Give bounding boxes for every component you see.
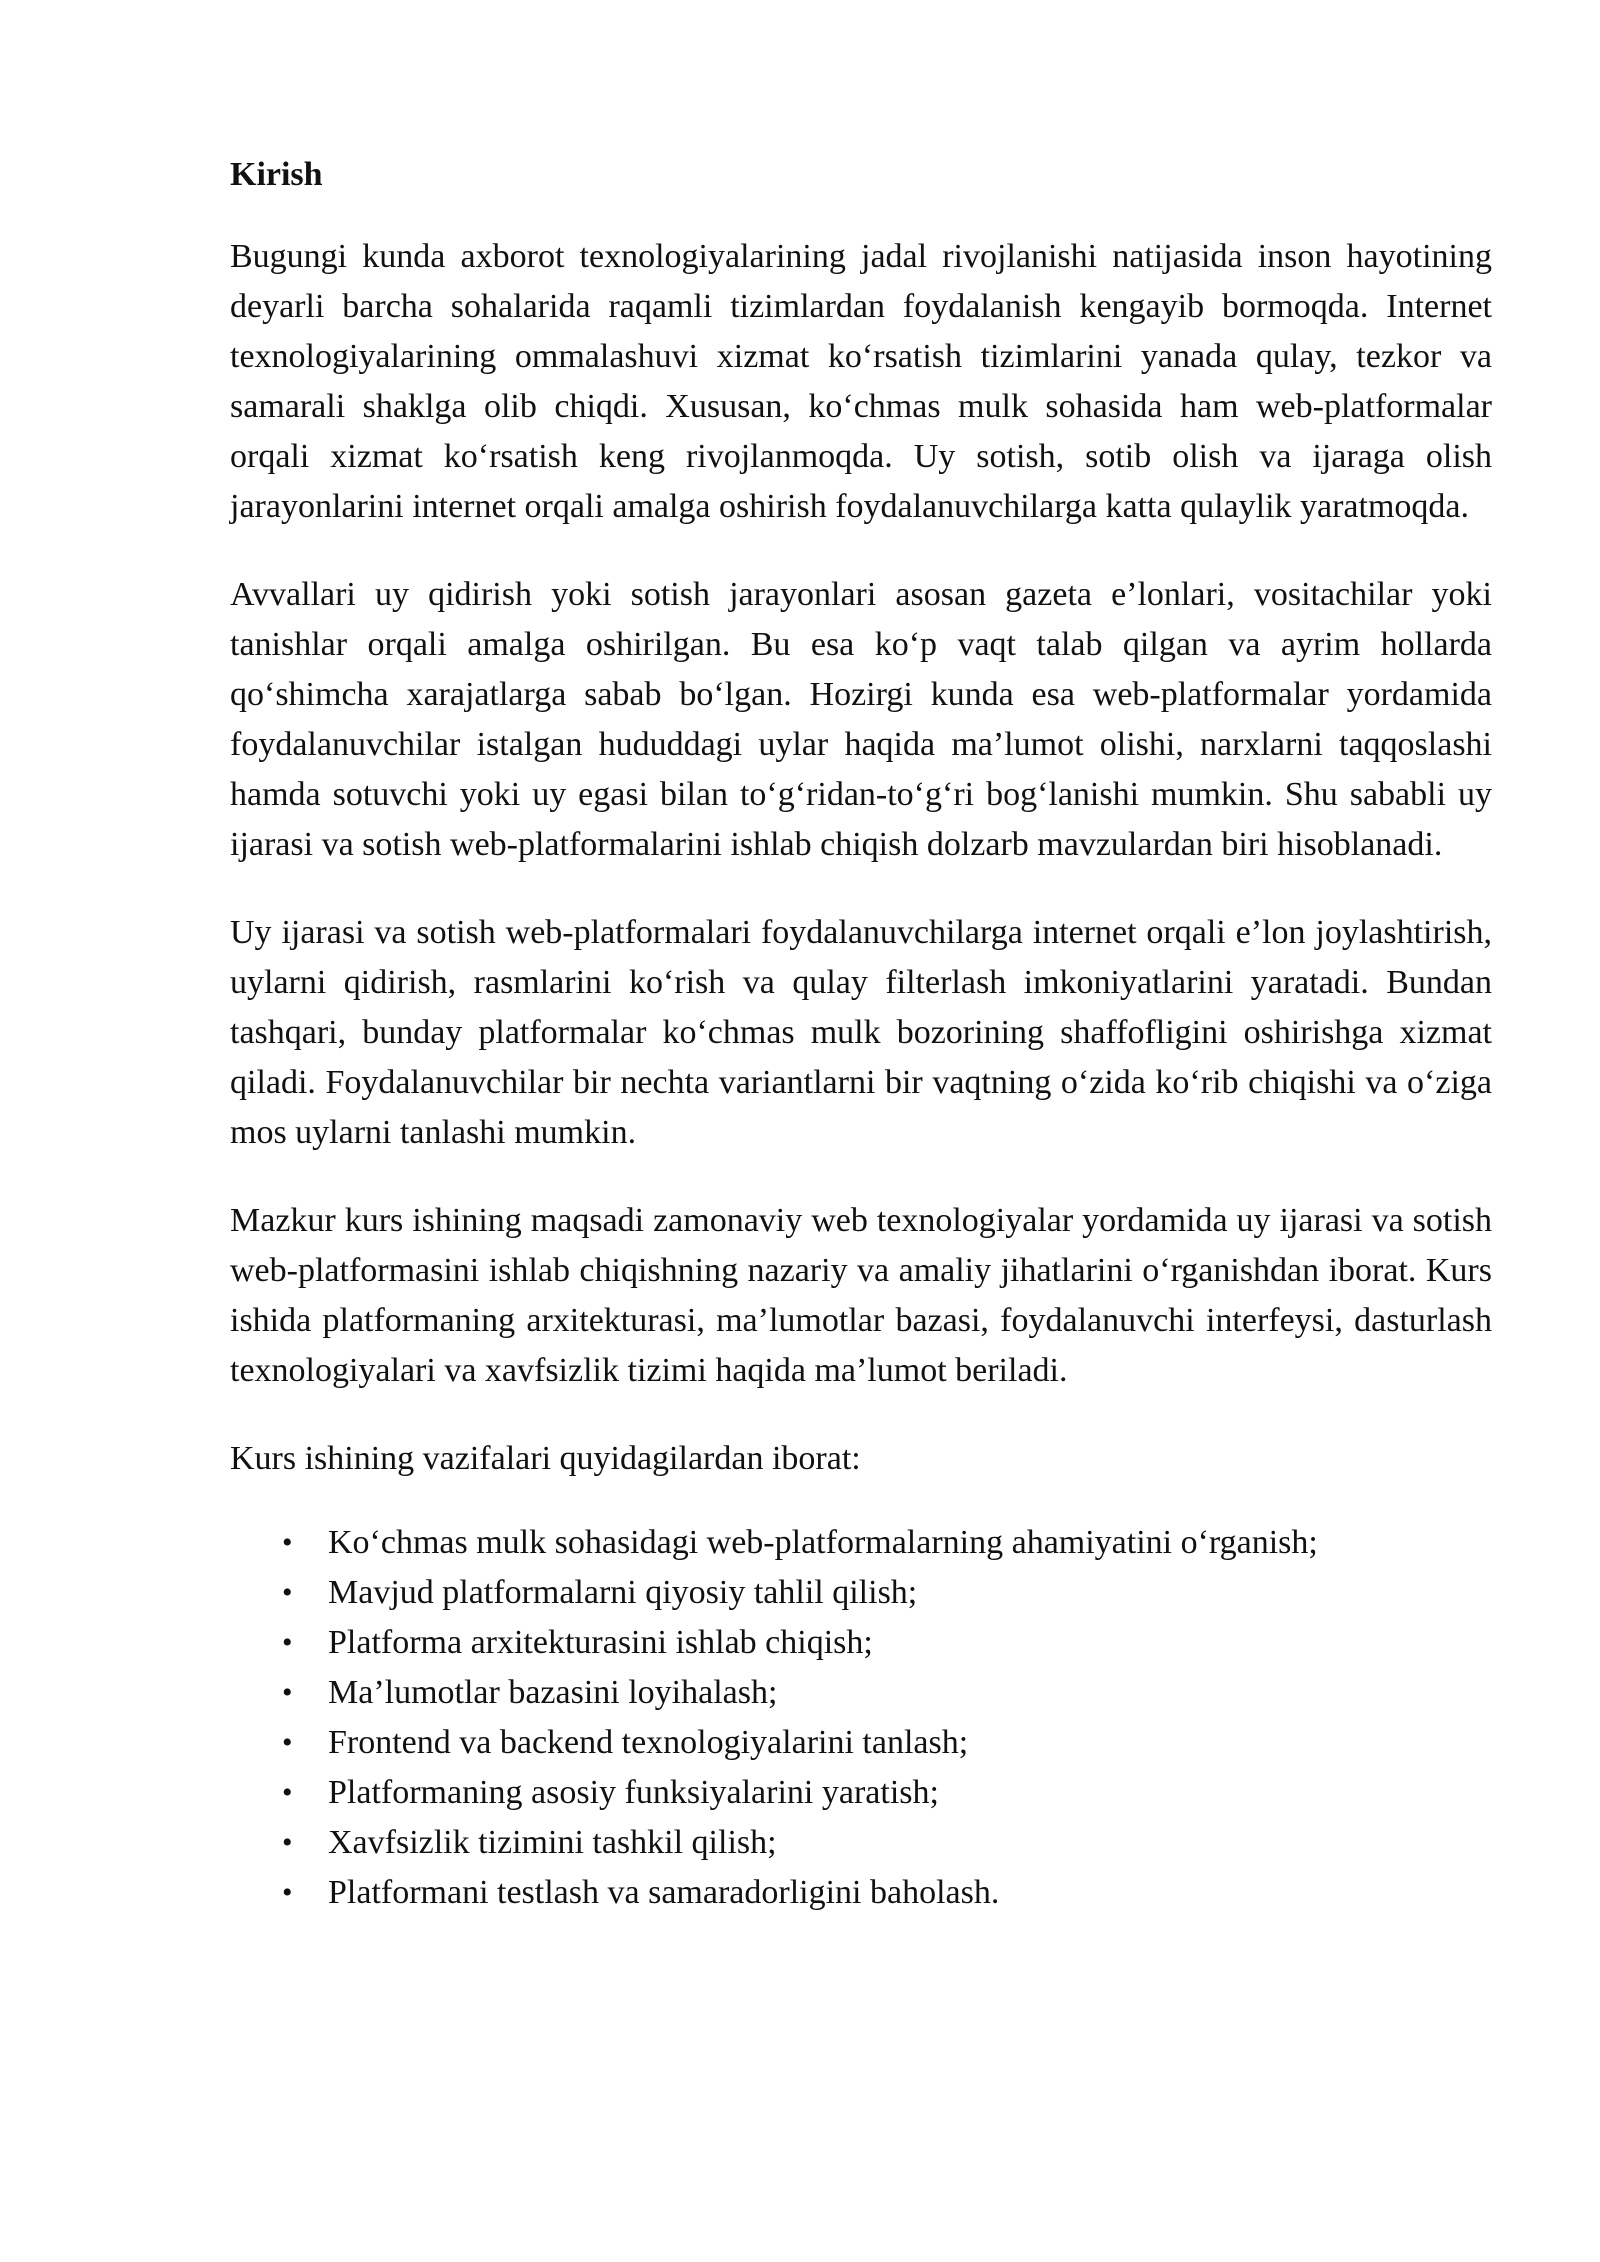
- list-item-text: Platformaning asosiy funksiyalarini yaratish;: [328, 1774, 939, 1811]
- paragraph-goal: Mazkur kurs ishining maqsadi zamonaviy web texnologiyalar yordamida uy ijarasi va sotish web-platformasini ishlab chiqishning nazariy va amaliy jihatlarini o‘rganishdan iborat. Kurs ishida platformaning arxitekturasi, ma’lumotlar bazasi, foydalanuvchi interfeysi, dasturlash texnologiyalari va xavfsizlik tizimi haqida ma’lumot beriladi.: [230, 1202, 1492, 1389]
- list-item: [230, 1668, 1492, 1718]
- list-item-text: Platformani testlash va samaradorligini baholash.: [328, 1874, 1000, 1911]
- list-item-text: Xavfsizlik tizimini tashkil qilish;: [328, 1824, 777, 1861]
- bullet-icon: •: [282, 1676, 293, 1709]
- bullet-icon: •: [282, 1876, 293, 1909]
- list-item-text: Platforma arxitekturasini ishlab chiqish;: [328, 1624, 873, 1661]
- paragraph-features: Uy ijarasi va sotish web-platformalari foydalanuvchilarga internet orqali e’lon joylashtirish, uylarni qidirish, rasmlarini ko‘rish va qulay filterlash imkoniyatlarini yaratadi. Bundan tashqari, bunday platformalar ko‘chmas mulk bozorining shaffofligini oshirishga xizmat qiladi. Foydalanuvchilar bir nechta variantlarni bir vaqtning o‘zida ko‘rib chiqishi va o‘ziga mos uylarni tanlashi mumkin.: [230, 914, 1492, 1151]
- paragraph-tasks-intro: Kurs ishining vazifalari quyidagilardan iborat:: [230, 1440, 861, 1477]
- list-item: [230, 1868, 1492, 1918]
- paragraph-history: Avvallari uy qidirish yoki sotish jarayonlari asosan gazeta e’lonlari, vositachilar yoki tanishlar orqali amalga oshirilgan. Bu esa ko‘p vaqt talab qilgan va ayrim hollarda qo‘shimcha xarajatlarga sabab bo‘lgan. Hozirgi kunda esa web-platformalar yordamida foydalanuvchilar istalgan hududdagi uylar haqida ma’lumot olishi, narxlarni taqqoslashi hamda sotuvchi yoki uy egasi bilan to‘g‘ridan-to‘g‘ri bog‘lanishi mumkin. Shu sababli uy ijarasi va sotish web-platformalarini ishlab chiqish dolzarb mavzulardan biri hisoblanadi.: [230, 576, 1492, 863]
- list-item: [230, 1718, 1492, 1768]
- paragraph-intro: Bugungi kunda axborot texnologiyalarining jadal rivojlanishi natijasida inson hayotining deyarli barcha sohalarida raqamli tizimlardan foydalanish kengayib bormoqda. Internet texnologiyalarining ommalashuvi xizmat ko‘rsatish tizimlarini yanada qulay, tezkor va samarali shaklga olib chiqdi. Xususan, ko‘chmas mulk sohasida ham web-platformalar orqali xizmat ko‘rsatish keng rivojlanmoqda. Uy sotish, sotib olish va ijaraga olish jarayonlarini internet orqali amalga oshirish foydalanuvchilarga katta qulaylik yaratmoqda.: [230, 238, 1492, 525]
- list-item: [230, 1768, 1492, 1818]
- list-item-text: Mavjud platformalarni qiyosiy tahlil qilish;: [328, 1574, 918, 1611]
- list-item: [230, 1618, 1492, 1668]
- list-item: [230, 1518, 1492, 1568]
- list-item-text: Ma’lumotlar bazasini loyihalash;: [328, 1674, 778, 1711]
- list-item: [230, 1568, 1492, 1618]
- bullet-icon: •: [282, 1576, 293, 1609]
- bullet-icon: •: [282, 1526, 293, 1559]
- bullet-icon: •: [282, 1726, 293, 1759]
- bullet-icon: •: [282, 1776, 293, 1809]
- section-heading: Kirish: [230, 156, 323, 193]
- bullet-icon: •: [282, 1626, 293, 1659]
- list-item-text: Frontend va backend texnologiyalarini tanlash;: [328, 1724, 969, 1761]
- list-item: [230, 1818, 1492, 1868]
- bullet-icon: •: [282, 1826, 293, 1859]
- list-item-text: Ko‘chmas mulk sohasidagi web-platformalarning ahamiyatini o‘rganish;: [328, 1524, 1318, 1561]
- document-body: [230, 150, 1492, 1918]
- tasks-list: [230, 1518, 1492, 1918]
